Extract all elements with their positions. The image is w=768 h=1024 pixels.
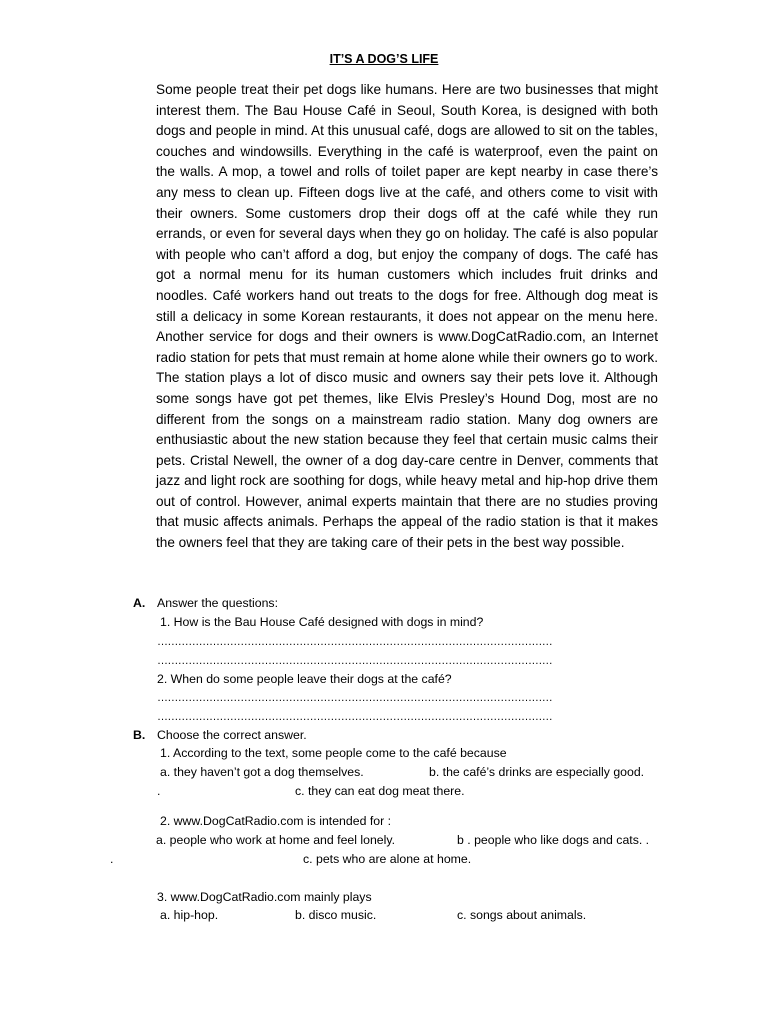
reading-passage: Some people treat their pet dogs like humans. Here are two businesses that might interest them. The Bau House Café in Seoul, South Korea, is designed with both dogs and people in mind. At this unusual café, dogs are allowed to sit on the tables, couches and windowsills. Everything in the café is waterproof, even the paint on the walls. A mop, a towel and rolls of toilet paper are kept nearby in case there’s any mess to clean up. Fifteen dogs live at the café, and others come to visit with their owners. Some customers drop their dogs off at the café while they run errands, or even for several days when they go on holiday. The café is also popular with people who can’t afford a dog, but enjoy the company of dogs. The café has got a normal menu for its human customers which includes fruit drinks and noodles. Café workers hand out treats to the dogs for free. Although dog meat is still a delicacy in some Korean restaurants, it does not appear on the menu here. Another service for dogs and their owners is www.DogCatRadio.com, an Internet radio station for pets that must remain at home alone while their owners go to work. The station plays a lot of disco music and owners say their pets love it. Although some songs have got pet themes, like Elvis Presley’s Hound Dog, most are no different from the songs on a mainstream radio station. Many dog owners are enthusiastic about the new station because they feel that certain music calms their pets. Cristal Newell, the owner of a dog day-care centre in Denver, comments that jazz and light rock are soothing for dogs, while heavy metal and hip-hop drive them out of control. However, animal experts maintain that there are no studies proving that music affects animals. Perhaps the appeal of the radio station is that it makes the owners feel that they are taking care of their pets in the best way possible. (156, 82, 658, 551)
answer-line-a1-1[interactable]: …………………………………………………………………………………………………… (157, 636, 553, 648)
option-b2-b[interactable]: b . people who like dogs and cats. . (457, 833, 650, 847)
page-title: IT’S A DOG’S LIFE (329, 52, 439, 66)
option-b2-dot: . (110, 852, 114, 866)
option-b1-c[interactable]: c. they can eat dog meat there. (295, 784, 465, 798)
answer-line-a2-2[interactable]: …………………………………………………………………………………………………… (157, 711, 553, 723)
answer-line-a2-1[interactable]: …………………………………………………………………………………………………… (157, 692, 553, 704)
option-b3-c[interactable]: c. songs about animals. (457, 908, 587, 922)
question-b3: 3. www.DogCatRadio.com mainly plays (157, 890, 372, 904)
question-a1: 1. How is the Bau House Café designed with dogs in mind? (160, 615, 484, 629)
section-a-marker: A. (133, 596, 146, 610)
option-b2-a[interactable]: a. people who work at home and feel lonely. (156, 833, 396, 847)
option-b3-b[interactable]: b. disco music. (295, 908, 377, 922)
question-b1: 1. According to the text, some people come to the café because (160, 746, 507, 760)
question-a2: 2. When do some people leave their dogs at the café? (157, 672, 452, 686)
option-b3-a[interactable]: a. hip-hop. (160, 908, 219, 922)
option-b1-a[interactable]: a. they haven’t got a dog themselves. (160, 765, 364, 779)
option-b2-c[interactable]: c. pets who are alone at home. (303, 852, 472, 866)
section-a-heading: Answer the questions: (157, 596, 278, 610)
option-b1-b[interactable]: b. the café’s drinks are especially good. (429, 765, 645, 779)
section-b-heading: Choose the correct answer. (157, 728, 307, 742)
question-b2: 2. www.DogCatRadio.com is intended for : (160, 814, 392, 828)
answer-line-a1-2[interactable]: …………………………………………………………………………………………………… (157, 655, 553, 667)
section-b-marker: B. (133, 728, 146, 742)
option-b1-dot: . (157, 784, 161, 798)
